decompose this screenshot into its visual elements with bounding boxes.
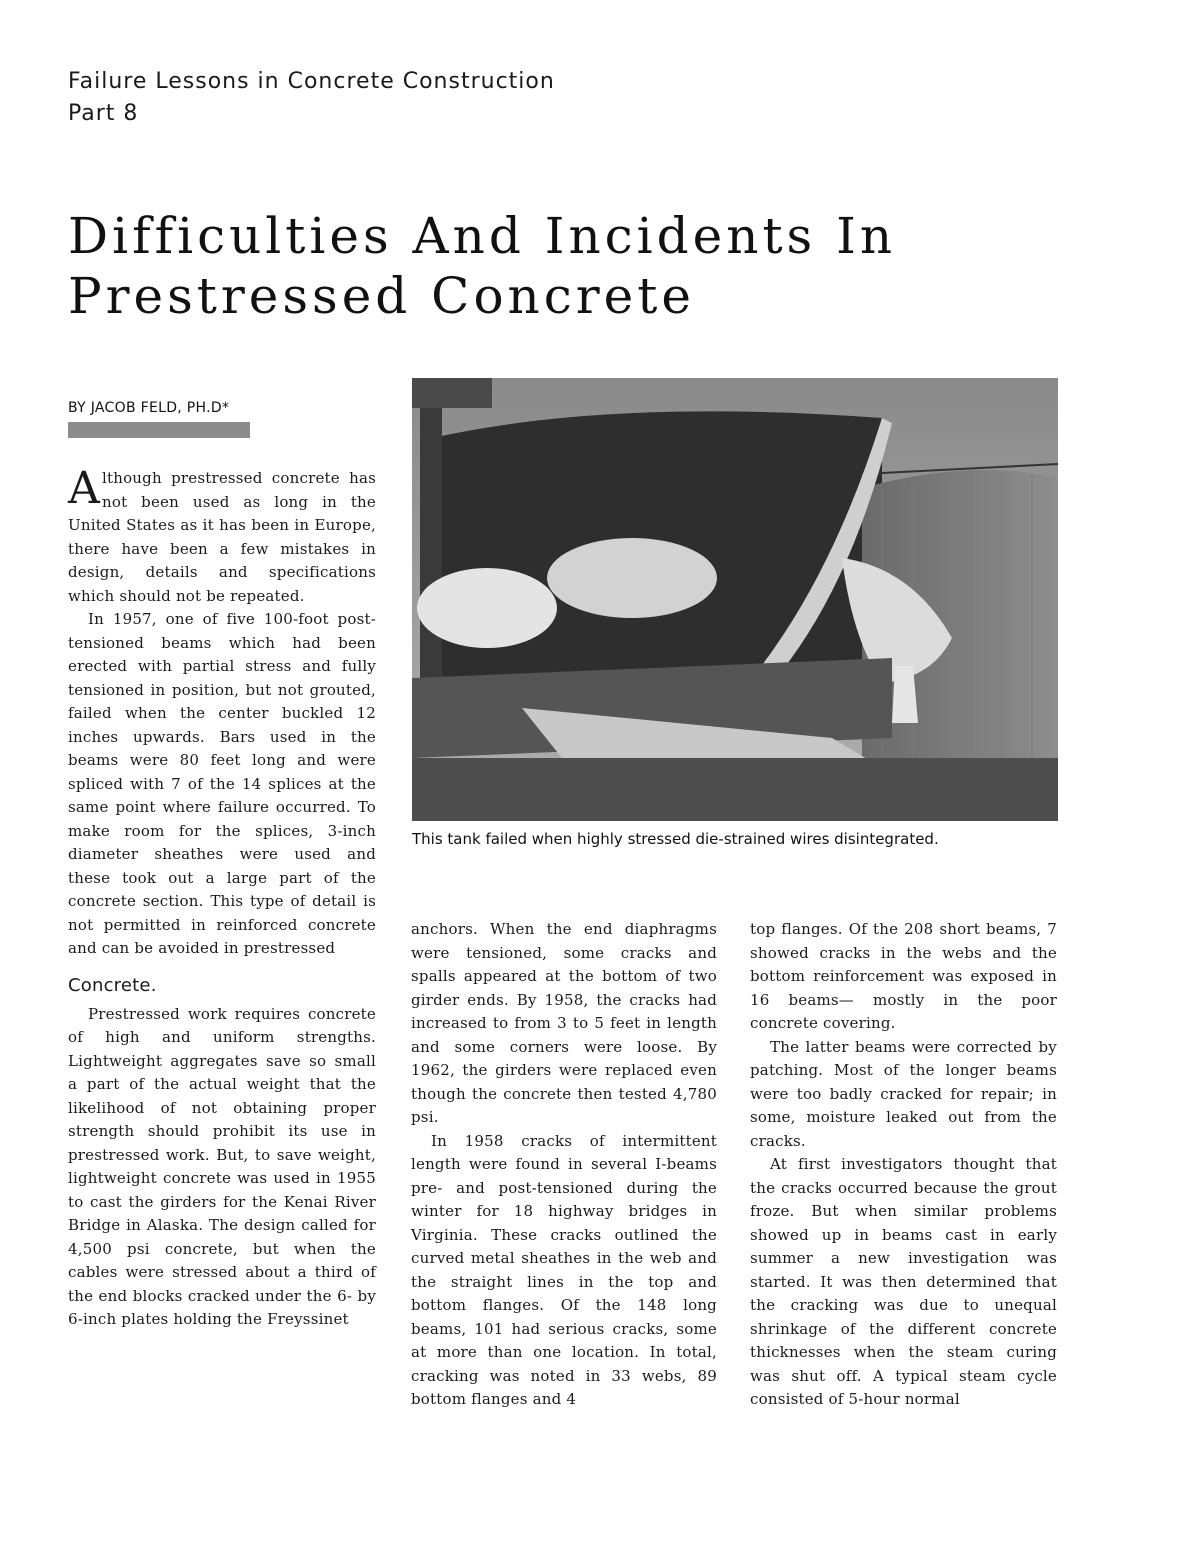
drop-cap: A: [68, 463, 100, 514]
paragraph: In 1957, one of five 100-foot post-tensioned beams which had been erected with partial stress and fully tensioned in position, but not grouted, failed when the center buckled 12 inches upwards. Bars used in the beams were 80 feet long and were spliced with 7 of the 14 splices at the same point where failure occurred. To make room for the splices, 3-inch diameter sheathes were used and these took out a large part of the concrete section. This type of detail is not permitted in reinforced concrete and can be avoided in prestressed: [68, 610, 376, 957]
series-part: Part 8: [68, 101, 139, 126]
article-title: [68, 206, 1068, 326]
byline-rule: [68, 422, 250, 438]
column-3: [750, 918, 1057, 1412]
paragraph-intro: [68, 463, 376, 608]
paragraph-intro-text: lthough prestressed concrete has not been used as long in the United States as it has been in Europe, there have been a few mistakes in design, details and specifications which should not be repeated.: [68, 469, 376, 605]
paragraph: At first investigators thought that the cracks occurred because the grout froze. But when similar problems showed up in beams cast in early summer a new investigation was started. It was then determined that the cracking was due to unequal shrinkage of the different concrete thicknesses when the steam curing was shut off. A typical steam cycle consisted of 5-hour normal: [750, 1155, 1057, 1408]
paragraph: In 1958 cracks of intermittent length were found in several I-beams pre- and post-tensioned during the winter for 18 highway bridges in Virginia. These cracks outlined the curved metal sheathes in the web and the straight lines in the top and bottom flanges. Of the 148 long beams, 101 had serious cracks, some at more than one location. In total, cracking was noted in 33 webs, 89 bottom flanges and 4: [411, 1131, 717, 1408]
series-header: [68, 66, 555, 130]
paragraph: anchors. When the end diaphragms were tensioned, some cracks and spalls appeared at the bottom of two girder ends. By 1958, the cracks had increased to from 3 to 5 feet in length and some corners were loose. By 1962, the girders were replaced even though the concrete then tested 4,780 psi.: [411, 920, 717, 1126]
paragraph: Prestressed work requires concrete of high and uniform strengths. Lightweight aggregates save so small a part of the actual weight that the likelihood of not obtaining proper strength should prohibit its use in prestressed work. But, to save weight, lightweight concrete was used in 1955 to cast the girders for the Kenai River Bridge in Alaska. The design called for 4,500 psi concrete, but when the cables were stressed about a third of the end blocks cracked under the 6- by 6-inch plates holding the Freyssinet: [68, 1004, 376, 1328]
series-title: Failure Lessons in Concrete Construction: [68, 69, 555, 94]
paragraph: The latter beams were corrected by patching. Most of the longer beams were too badly cracked for repair; in some, moisture leaked out from the cracks.: [750, 1037, 1057, 1150]
column-2: [411, 918, 717, 1412]
tank-failure-photo-illustration: [412, 378, 1058, 821]
column-1: [68, 463, 376, 1332]
article-title-line1: Difficulties And Incidents In: [68, 207, 897, 265]
tank-failure-photo: [412, 378, 1058, 821]
article-title-line2: Prestressed Concrete: [68, 267, 695, 325]
section-heading: Concrete.: [68, 974, 157, 996]
paragraph: top flanges. Of the 208 short beams, 7 showed cracks in the webs and the bottom reinforcement was exposed in 16 beams— mostly in the poor concrete covering.: [750, 920, 1057, 1032]
byline: BY JACOB FELD, PH.D*: [68, 400, 230, 416]
photo-caption: This tank failed when highly stressed die-strained wires disintegrated.: [412, 830, 939, 848]
